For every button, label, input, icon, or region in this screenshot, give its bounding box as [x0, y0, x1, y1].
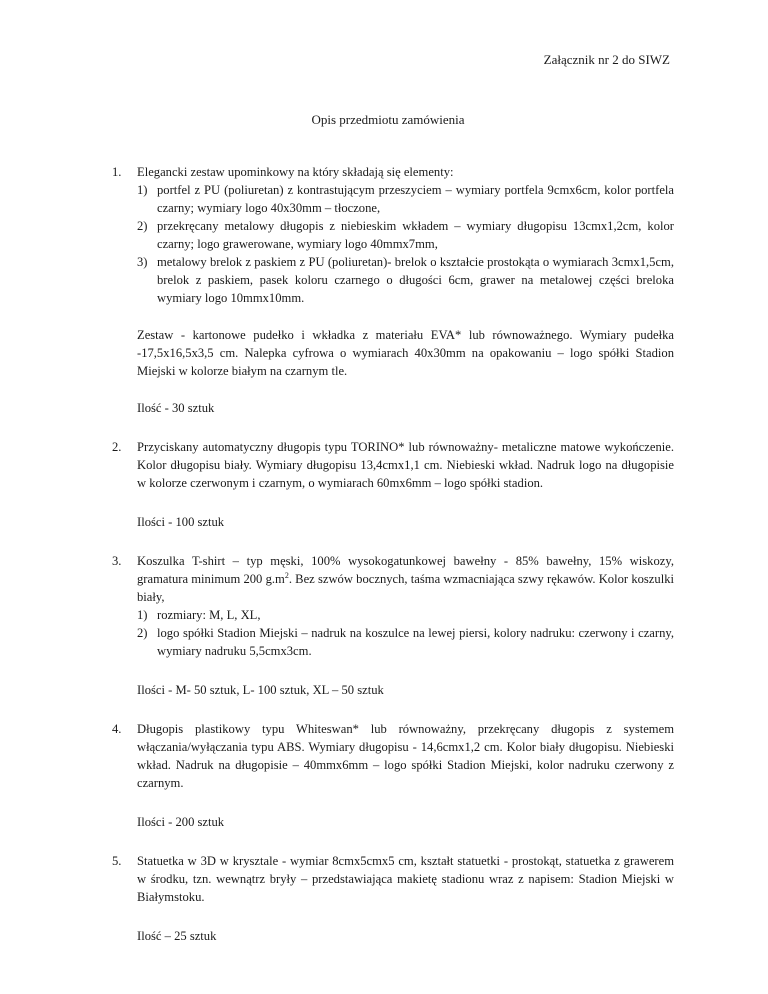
sublist-item-number: 2) [137, 626, 148, 640]
item-text-part: . Bez szwów bocznych, taśma wzmacniająca szwy rękawów. Kolor koszulki biały, [137, 572, 674, 604]
superscript: 2 [284, 570, 289, 580]
sublist-item-number: 3) [137, 255, 148, 269]
item-quantity: Ilość – 25 sztuk [137, 929, 217, 943]
item-text [137, 552, 674, 606]
sublist-item-number: 2) [137, 219, 148, 233]
item-1 [112, 163, 674, 417]
sublist-item-text: przekręcany metalowy długopis z niebieskim wkładem – wymiary długopisu 13cmx1,2cm, kolor czarny; logo grawerowane, wymiary logo 40mmx7mm, [157, 219, 674, 251]
item-text-part: Koszulka T-shirt – typ męski, 100% wysokogatunkowej bawełny - 85% bawełny, 15% wiskozy, gramatura minimum 200 g.m [137, 554, 674, 586]
item-text: Długopis plastikowy typu Whiteswan* lub równoważny, przekręcany długopis z systemem włączania/wyłączania typu ABS. Wymiary długopisu - 14,6cmx1,2 cm. Kolor biały długopisu. Niebieski wkład. Nadruk na długopisie – 40mmx6mm – logo spółki Stadion Miejski, kolor nadruku czerwony z czarnym. [137, 722, 674, 790]
sublist-item [137, 606, 674, 624]
item-text: Przyciskany automatyczny długopis typu TORINO* lub równoważny- metaliczne matowe wykończenie. Kolor długopisu biały. Wymiary długopisu 13,4cmx1,1 cm. Niebieski wkład. Nadruk logo na długopisie w kolorze czerwonym i czarnym, o wymiarach 60mx6mm – logo spółki stadion. [137, 440, 674, 490]
item-note: Zestaw - kartonowe pudełko i wkładka z materiału EVA* lub równoważnego. Wymiary pudełka -17,5x16,5x3,5 cm. Nalepka cyfrowa o wymiarach 40x30mm na opakowaniu – logo spółki Stadion Miejski w kolorze białym na czarnym tle. [137, 328, 674, 378]
item-3 [112, 552, 674, 699]
item-4 [112, 720, 674, 831]
sublist-item [137, 253, 674, 307]
attachment-label: Załącznik nr 2 do SIWZ [543, 52, 670, 67]
item-number: 3. [112, 554, 122, 568]
item-quantity: Ilości - 200 sztuk [137, 815, 225, 829]
item-intro: Elegancki zestaw upominkowy na który składają się elementy: [137, 165, 454, 179]
sublist-item-text: portfel z PU (poliuretan) z kontrastującym przeszyciem – wymiary portfela 9cmx6cm, kolor portfela czarny; wymiary logo 40x30mm – tłoczone, [157, 183, 674, 215]
item-2 [112, 438, 674, 531]
item-text: Statuetka w 3D w krysztale - wymiar 8cmx5cmx5 cm, kształt statuetki - prostokąt, statuetka z grawerem w środku, tzn. wewnątrz bryły – przedstawiająca makietę stadionu wraz z napisem: Stadion Miejski w Białymstoku. [137, 854, 674, 904]
sublist-item [137, 181, 674, 217]
sublist-item-text: metalowy brelok z paskiem z PU (poliuretan)- brelok o kształcie prostokąta o wymiarach 3cmx1,5cm, brelok z paskiem, pasek koloru czarnego o długości 6cm, grawer na metalowej części breloka wymiary logo 10mmx10mm. [157, 255, 674, 305]
sublist-item-text: logo spółki Stadion Miejski – nadruk na koszulce na lewej piersi, kolory nadruku: czerwony i czarny, wymiary nadruku 5,5cmx3cm. [157, 626, 674, 658]
sublist-item-number: 1) [137, 608, 148, 622]
sublist-item-text: rozmiary: M, L, XL, [157, 608, 261, 622]
item-number: 1. [112, 165, 122, 179]
sublist [137, 181, 674, 307]
item-quantity: Ilości - M- 50 sztuk, L- 100 sztuk, XL – 50 sztuk [137, 683, 384, 697]
document-title: Opis przedmiotu zamówienia [311, 112, 465, 127]
sublist-item [137, 217, 674, 253]
item-5 [112, 852, 674, 945]
item-number: 5. [112, 854, 122, 868]
item-quantity: Ilość - 30 sztuk [137, 401, 215, 415]
item-number: 2. [112, 440, 122, 454]
sublist-item [137, 624, 674, 660]
item-quantity: Ilości - 100 sztuk [137, 515, 225, 529]
item-number: 4. [112, 722, 122, 736]
sublist-item-number: 1) [137, 183, 148, 197]
sublist [137, 606, 674, 660]
document-body [112, 163, 674, 945]
